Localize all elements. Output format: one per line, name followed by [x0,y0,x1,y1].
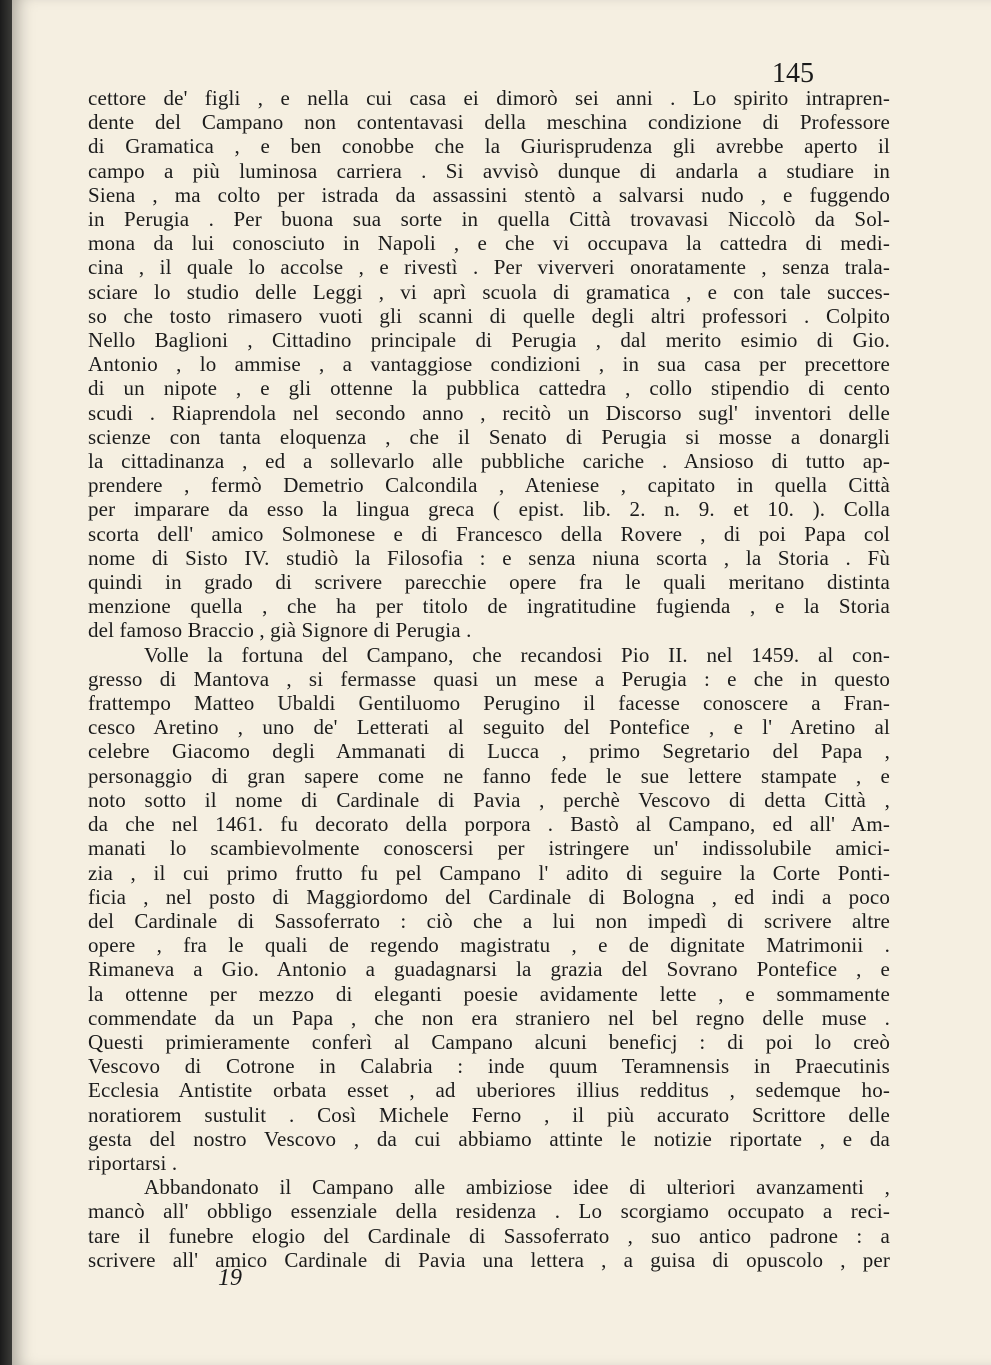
text-line: zia , il cui primo frutto fu pel Campano l' adito di seguire la Corte Ponti- [88,860,890,885]
text-line: del Cardinale di Sassoferrato : ciò che a lui non impedì di scrivere altre [88,908,890,933]
text-line: Vescovo di Cotrone in Calabria : inde quum Teramnensis in Praecutinis [88,1054,890,1079]
text-line: Ecclesia Antistite orbata esset , ad uberiores illius redditus , sedemque ho- [88,1078,890,1103]
text-line: del famoso Braccio , già Signore di Perugia . [88,618,472,643]
text-line: campo a più luminosa carriera . Si avvisò dunque di andarla a studiare in [88,158,890,183]
text-line: scorta dell' amico Solmonese e di Francesco della Rovere , di poi Papa col [88,521,890,546]
page-number: 145 [772,58,814,89]
text-line: gresso di Mantova , si fermasse quasi un mese a Perugia : e che in questo [88,666,890,691]
text-line: celebre Giacomo degli Ammanati di Lucca , primo Segretario del Papa , [88,739,890,764]
book-page [12,0,991,1365]
text-line: Volle la fortuna del Campano, che recandosi Pio II. nel 1459. al con- [144,642,890,667]
text-line: cettore de' figli , e nella cui casa ei dimorò sei anni . Lo spirito intrapren- [88,86,890,110]
text-line: cina , il quale lo accolse , e rivestì . Per viververi onoratamente , senza trala- [88,255,890,280]
text-line: quindi in grado di scrivere parecchie opere fra le quali meritano distinta [88,570,890,595]
text-line: noratiorem sustulit . Così Michele Ferno , il più accurato Scrittore delle [88,1102,890,1127]
text-line: gesta del nostro Vescovo , da cui abbiamo attinte le notizie riportate , e da [88,1126,890,1151]
text-line: la cittadinanza , ed a sollevarlo alle pubbliche cariche . Ansioso di tutto ap- [88,449,890,474]
text-line: scrivere all' amico Cardinale di Pavia una lettera , a guisa di opuscolo , per [88,1247,890,1272]
text-line: cesco Aretino , uno de' Letterati al seguito del Pontefice , e l' Aretino al [88,715,890,740]
text-line: Questi primieramente conferì al Campano alcuni beneficj : di poi lo creò [88,1029,890,1054]
text-line: per imparare da esso la lingua greca ( epist. lib. 2. n. 9. et 10. ). Colla [88,497,890,522]
text-line: Rimaneva a Gio. Antonio a guadagnarsi la grazia del Sovrano Pontefice , e [88,957,890,982]
text-line: Abbandonato il Campano alle ambiziose idee di ulteriori avanzamenti , [144,1175,890,1200]
text-line: la ottenne per mezzo di eleganti poesie avidamente lette , e sommamente [88,981,890,1006]
text-line: noto sotto il nome di Cardinale di Pavia , perchè Vescovo di detta Città , [88,787,890,812]
text-line: di un nipote , e gli ottenne la pubblica cattedra , collo stipendio di cento [88,376,890,401]
text-line: sciare lo studio delle Leggi , vi aprì scuola di gramatica , e con tale succes- [88,279,890,304]
text-line: Nello Baglioni , Cittadino principale di Perugia , dal merito esimio di Gio. [88,328,890,353]
text-line: opere , fra le quali de regendo magistratu , e de dignitate Matrimonii . [88,933,890,958]
text-line: nome di Sisto IV. studiò la Filosofia : e senza niuna scorta , la Storia . Fù [88,545,890,570]
text-line: scudi . Riaprendola nel secondo anno , recitò un Discorso sugl' inventori delle [88,400,890,425]
text-line: scienze con tanta eloquenza , che il Senato di Perugia si mosse a donargli [88,424,890,449]
text-line: in Perugia . Per buona sua sorte in quella Città trovavasi Niccolò da Sol- [88,207,890,232]
text-line: so che tosto rimasero vuoti gli scanni di quelle degli altri professori . Colpito [88,303,890,328]
book-binding-shadow [0,0,12,1365]
text-line: Antonio , lo ammise , a vantaggiose condizioni , in sua casa per precettore [88,352,890,377]
body-text [88,86,890,1272]
text-line: ficia , nel posto di Maggiordomo del Cardinale di Bologna , ed indi a poco [88,884,890,909]
text-line: menzione quella , che ha per titolo de ingratitudine fugienda , e la Storia [88,594,890,619]
text-line: riportarsi . [88,1150,178,1175]
text-line: da che nel 1461. fu decorato della porpora . Bastò al Campano, ed all' Am- [88,812,890,837]
text-line: prendere , fermò Demetrio Calcondila , Ateniese , capitato in quella Città [88,473,890,498]
text-line: dente del Campano non contentavasi della meschina condizione di Professore [88,110,890,135]
text-line: Siena , ma colto per istrada da assassini stentò a salvarsi nudo , e fuggendo [88,182,890,207]
text-line: personaggio di gran sapere come ne fanno fede le sue lettere stampate , e [88,763,890,788]
text-line: commendate da un Papa , che non era straniero nel bel regno delle muse . [88,1005,890,1030]
text-line: mancò all' obbligo essenziale della residenza . Lo scorgiamo occupato a reci- [88,1199,890,1224]
text-line: frattempo Matteo Ubaldi Gentiluomo Perugino il facesse conoscere a Fran- [88,691,890,716]
text-line: manati lo scambievolmente conoscersi per istringere un' indissolubile amici- [88,836,890,861]
text-line: di Gramatica , e ben conobbe che la Giurisprudenza gli avrebbe aperto il [88,134,890,159]
text-line: tare il funebre elogio del Cardinale di Sassoferrato , suo antico padrone : a [88,1223,890,1248]
printer-signature-mark: 19 [218,1265,242,1291]
text-line: mona da lui conosciuto in Napoli , e che vi occupava la cattedra di medi- [88,231,890,256]
